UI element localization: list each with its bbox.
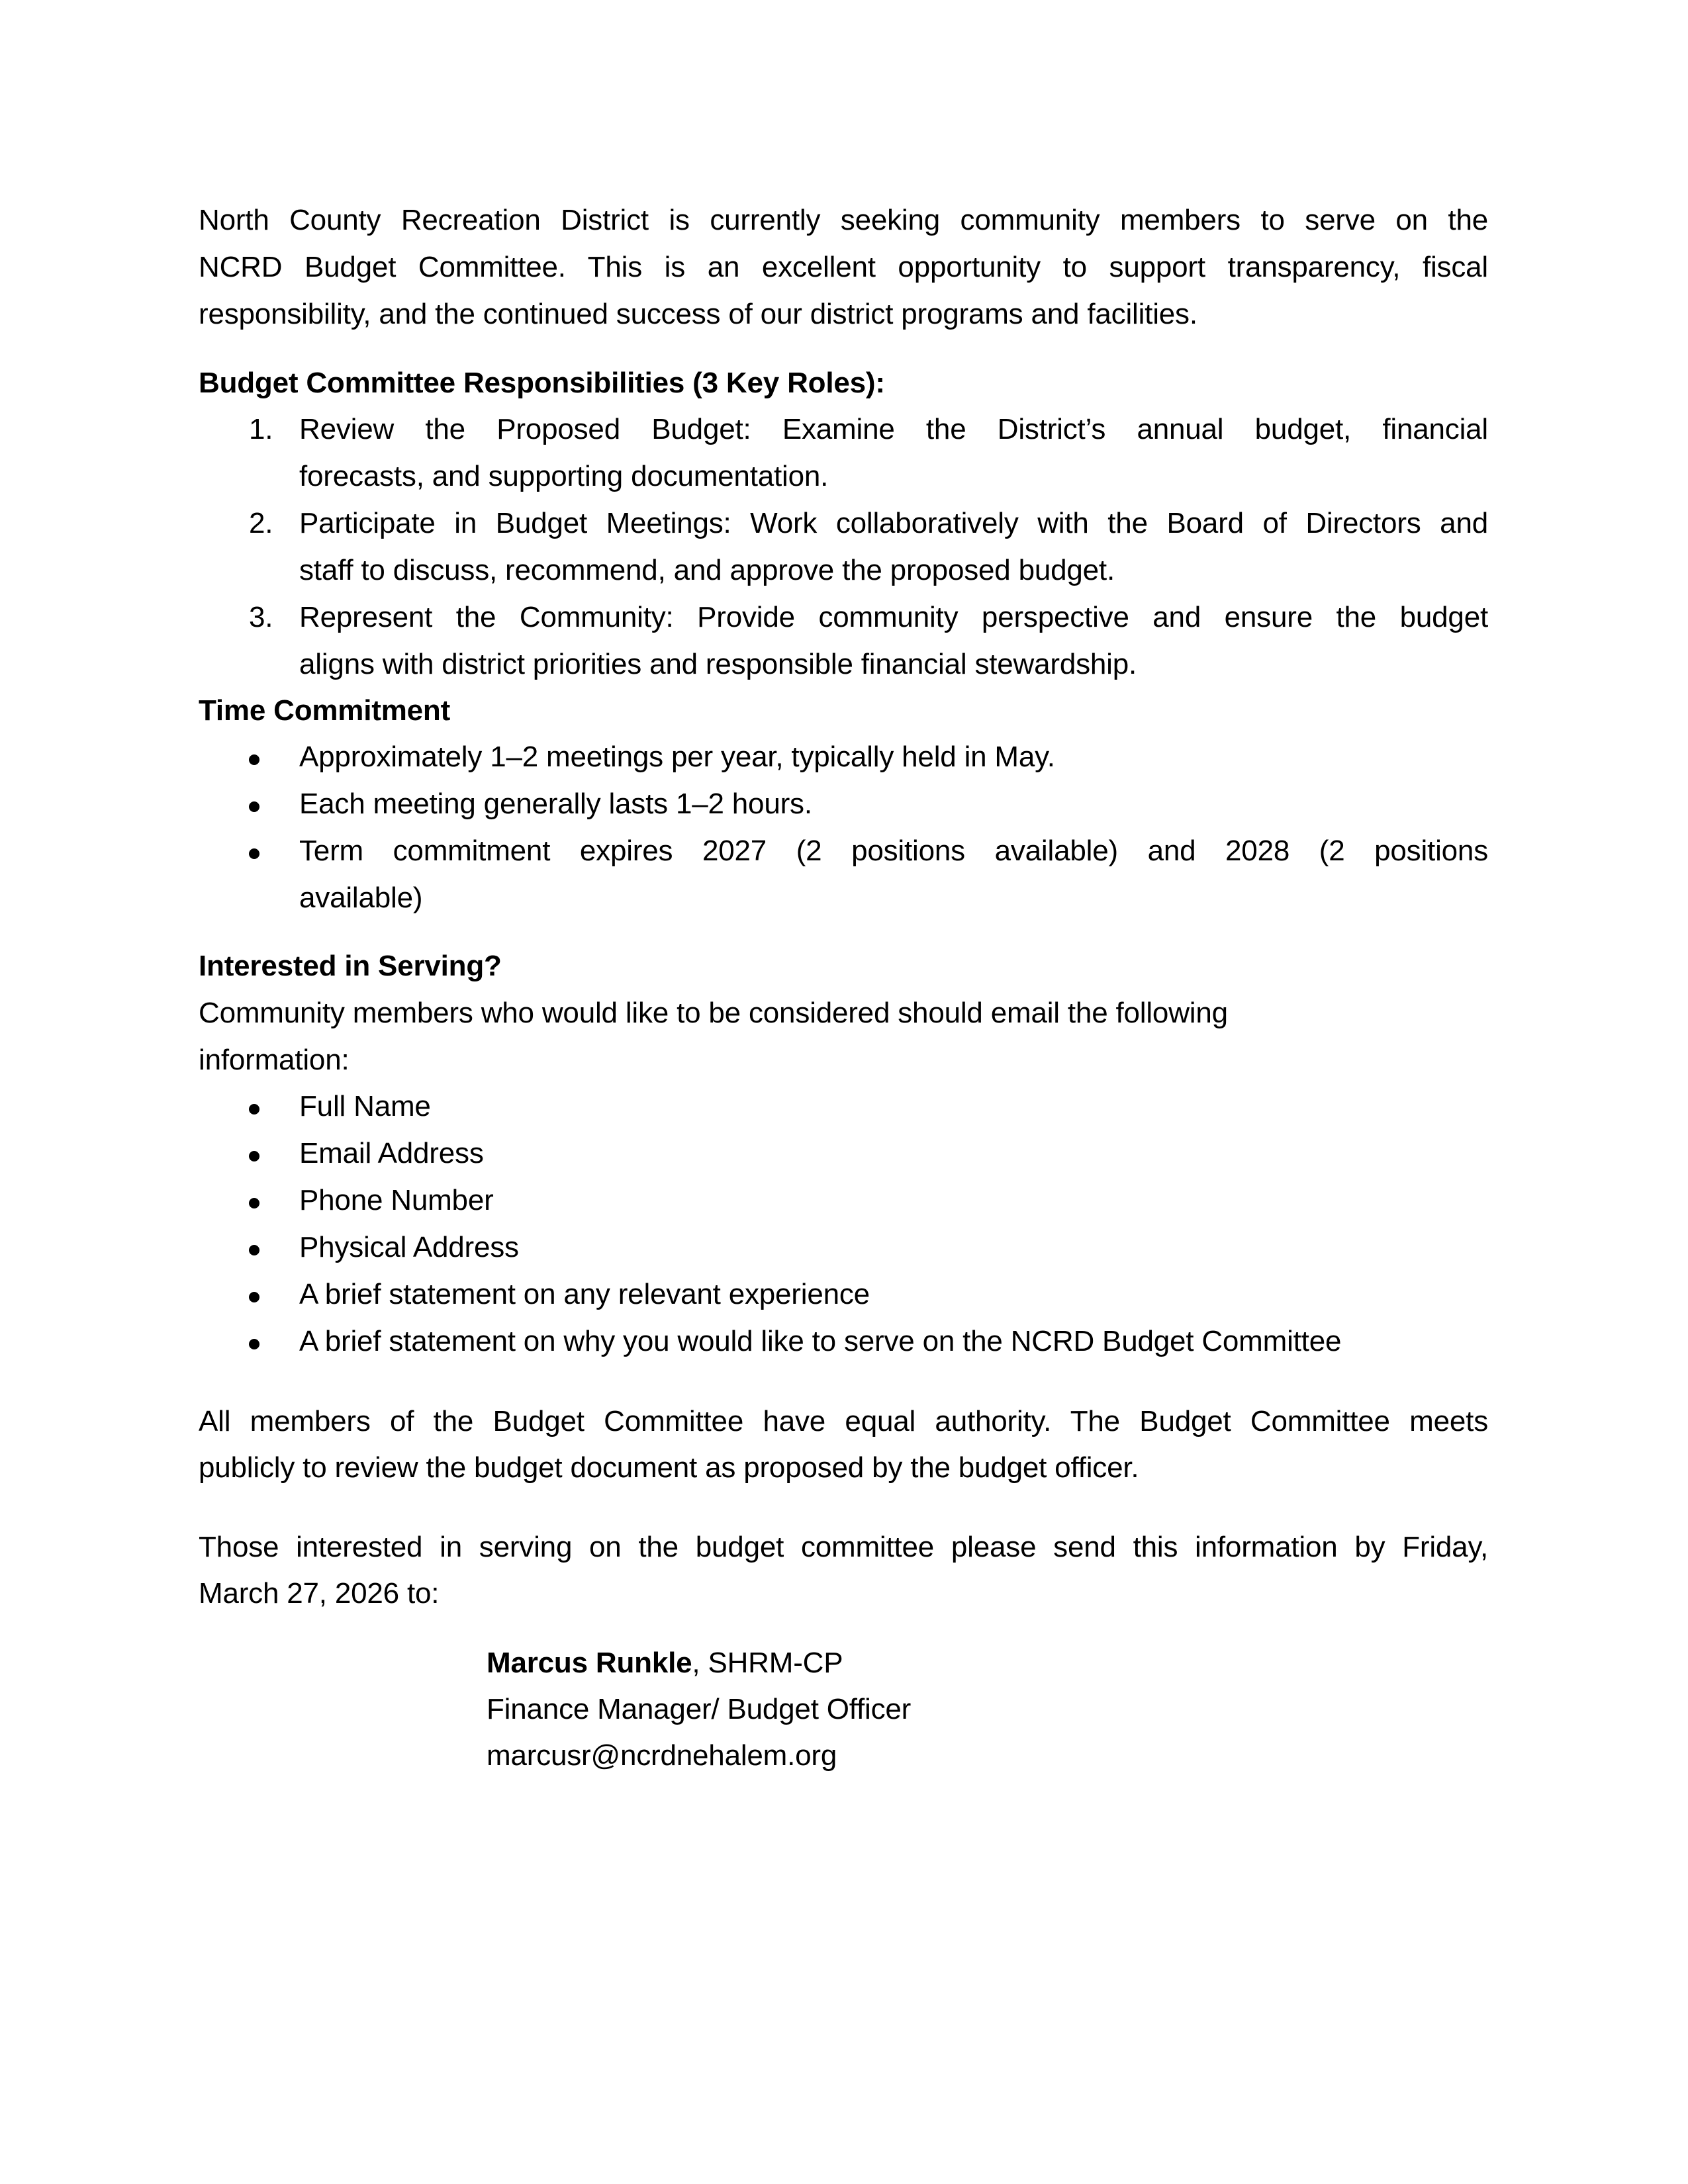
contact-name: Marcus Runkle [487, 1647, 692, 1679]
list-item-line: Represent the Community: Provide community perspective and ensure the budget [299, 601, 1488, 633]
deadline-line: March 27, 2026 to: [199, 1577, 440, 1610]
authority-line: All members of the Budget Committee have equal authority. The Budget Committee meets [199, 1405, 1488, 1437]
list-item-line: forecasts, and supporting documentation. [299, 460, 829, 492]
time-commitment-heading: Time Commitment [199, 694, 451, 727]
list-item-line: Term commitment expires 2027 (2 positions available) and 2028 (2 positions [299, 835, 1488, 867]
contact-email[interactable]: marcusr@ncrdnehalem.org [487, 1739, 837, 1772]
bullet-icon [249, 1292, 259, 1302]
bullet-icon [249, 1104, 259, 1115]
responsibilities-heading: Budget Committee Responsibilities (3 Key Roles): [199, 367, 885, 399]
list-number: 1. [249, 413, 273, 445]
contact-credential: , SHRM-CP [692, 1647, 843, 1679]
list-number: 2. [249, 507, 273, 539]
bullet-icon [249, 1245, 259, 1255]
list-item-line: Participate in Budget Meetings: Work collaboratively with the Board of Directors and [299, 507, 1488, 539]
intro-line: North County Recreation District is currently seeking community members to serve on the [199, 204, 1488, 236]
list-item-line: Phone Number [299, 1184, 494, 1216]
intro-line: responsibility, and the continued success of our district programs and facilities. [199, 298, 1197, 330]
list-item-line: Review the Proposed Budget: Examine the District’s annual budget, financial [299, 413, 1488, 445]
contact-title: Finance Manager/ Budget Officer [487, 1693, 912, 1725]
list-item-line: Approximately 1–2 meetings per year, typically held in May. [299, 741, 1055, 773]
list-item-line: Full Name [299, 1090, 431, 1122]
list-item-line: A brief statement on any relevant experience [299, 1278, 870, 1310]
list-item-line: Each meeting generally lasts 1–2 hours. [299, 788, 812, 820]
authority-line: publicly to review the budget document as proposed by the budget officer. [199, 1451, 1139, 1484]
contact-name-line [487, 1639, 843, 1686]
bullet-icon [249, 754, 259, 765]
interested-intro-line: information: [199, 1044, 350, 1076]
bullet-icon [249, 1151, 259, 1161]
list-item-line: Physical Address [299, 1231, 519, 1263]
list-item-line: A brief statement on why you would like to serve on the NCRD Budget Committee [299, 1325, 1342, 1357]
bullet-icon [249, 848, 259, 859]
bullet-icon [249, 1339, 259, 1349]
list-item-line: aligns with district priorities and responsible financial stewardship. [299, 648, 1137, 680]
list-item-line: Email Address [299, 1137, 484, 1169]
interested-heading: Interested in Serving? [199, 950, 502, 982]
list-number: 3. [249, 601, 273, 633]
list-item-line: available) [299, 882, 423, 914]
deadline-line: Those interested in serving on the budget committee please send this information by Friday, [199, 1531, 1488, 1563]
bullet-icon [249, 1198, 259, 1208]
bullet-icon [249, 801, 259, 812]
list-item-line: staff to discuss, recommend, and approve the proposed budget. [299, 554, 1115, 586]
interested-intro-line: Community members who would like to be considered should email the following [199, 997, 1228, 1029]
intro-line: NCRD Budget Committee. This is an excellent opportunity to support transparency, fiscal [199, 251, 1488, 283]
